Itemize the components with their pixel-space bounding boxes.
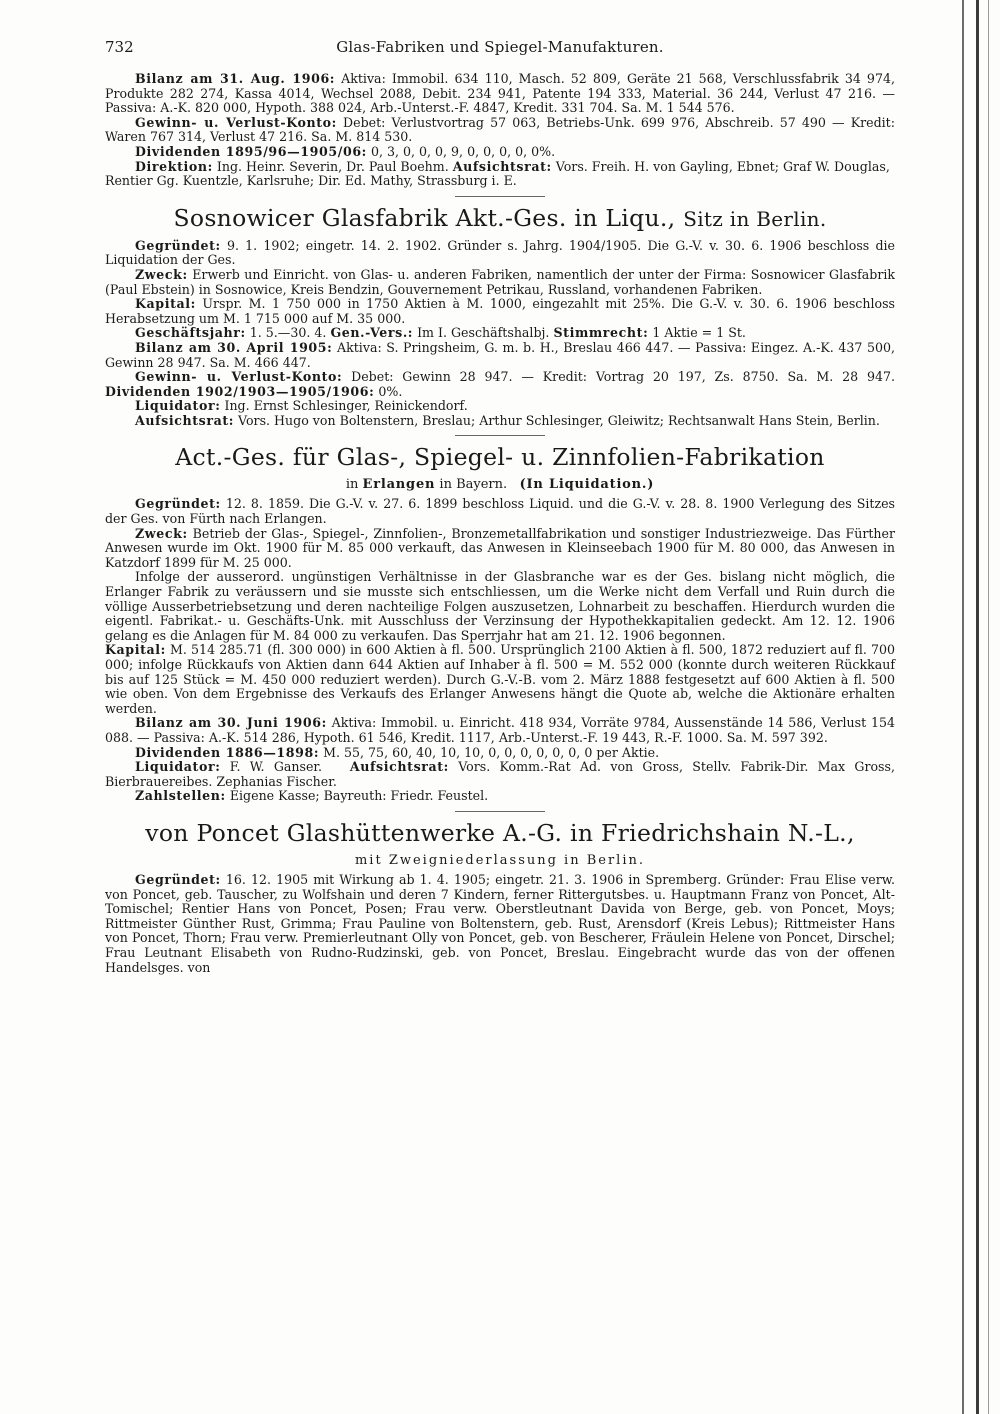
liquidator-entry <box>105 760 895 789</box>
bilanz-text: Aktiva: Immobil. 634 110, Masch. 52 809, Geräte 21 568, Verschlussfabrik 34 974, Produkte 282 274, Kassa 4014, Wechsel 2088, Debit. 234 941, Patente 194 333, Material. 36 244, Verlust 47 216. — Passiva: A.-K. 820 000, Hypoth. 388 024, Arb.-Unterst.-F. 4847, Kredit. 331 704. Sa. M. 1 544 576. <box>105 71 895 116</box>
kapital-text: M. 514 285.71 (fl. 300 000) in 600 Aktien à fl. 500. Ursprünglich 2100 Aktien à fl. 500, 1872 reduziert auf fl. 700 000; infolge Rückkaufs von Aktien dann 644 Aktien auf Inhaber à fl. 500 = M. 552 000 (konnte durch weiteren Rückkauf bis auf 125 Stück = M. 450 000 reduziert werden). Durch G.-V.-B. vom 2. März 1888 festgesetzt auf 600 Aktien à fl. 500 wie oben. Von dem Ergebnisse des Verkaufs des Erlanger Anwesens hängt die Quote ab, welche die Aktionäre erhalten werden. <box>105 642 895 716</box>
section-title <box>105 204 895 233</box>
liquidator-text: F. W. Ganser. <box>229 759 323 775</box>
zweck-label: Zweck: <box>135 525 188 541</box>
dividenden-entry <box>105 746 895 761</box>
dividenden-label: Dividenden 1895/96—1905/06: <box>135 143 367 159</box>
bilanz-entry <box>105 716 895 745</box>
direktion-entry <box>105 160 895 189</box>
zweck-paragraph: Infolge der ausserord. ungünstigen Verhältnisse in der Glasbranche war es der Ges. bislang nicht möglich, die Erlanger Fabrik zu veräussern und sie musste sich entschliessen, um die Werke nicht dem Verfall und Ruin durch die völlige Ausserbetriebsetzung und deren nachteilige Folgen auszusetzen, Lohnarbeit zu beschaffen. Hierdurch wurden die eigentl. Fabrikat.- u. Geschäfts-Unk. mit Ausschluss der Verzinsung der Hypothekkapitalien gedeckt. Am 12. 12. 1906 gelang es die Anlagen für M. 84 000 zu verkaufen. Das Sperrjahr hat am 21. 12. 1906 begonnen. <box>105 569 895 643</box>
gegruendet-entry <box>105 873 895 975</box>
zweck-text: Erwerb und Einricht. von Glas- u. anderen Fabriken, namentlich der unter der Firma: Sosnowicer Glasfabrik (Paul Ebstein) in Sosnowice, Kreis Bendzin, Gouvernement Petrikau, Russland, vorhandenen Fabriken. <box>105 266 895 297</box>
stimmrecht-text: 1 Aktie = 1 St. <box>652 325 746 341</box>
subtitle-place: Erlangen <box>362 477 436 493</box>
subtitle-region: in Bayern. <box>439 477 508 493</box>
liquidator-text: Ing. Ernst Schlesinger, Reinickendorf. <box>224 398 468 414</box>
aufsichtsrat-text: Vors. Hugo von Boltenstern, Breslau; Arthur Schlesinger, Gleiwitz; Rechtsanwalt Hans Stein, Berlin. <box>238 412 880 428</box>
direktion-text: Ing. Heinr. Severin, Dr. Paul Boehm. <box>216 158 449 174</box>
gewinn-entry <box>105 116 895 145</box>
bilanz-label: Bilanz am 30. Juni 1906: <box>135 715 327 731</box>
gegruendet-entry <box>105 239 895 268</box>
geschaeftsjahr-text: 1. 5.—30. 4. <box>249 325 327 341</box>
zahlstellen-text: Eigene Kasse; Bayreuth: Friedr. Feustel. <box>229 788 489 804</box>
kapital-text: Urspr. M. 1 750 000 in 1750 Aktien à M. 1000, eingezahlt mit 25%. Die G.-V. v. 30. 6. 1906 beschloss Herabsetzung um M. 1 715 000 auf M. 35 000. <box>105 296 895 326</box>
bilanz-entry <box>105 341 895 370</box>
zweck-entry <box>105 268 895 297</box>
section-title: von Poncet Glashüttenwerke A.-G. in Friedrichshain N.-L., <box>145 818 855 847</box>
gegruendet-text: 12. 8. 1859. Die G.-V. v. 27. 6. 1899 beschloss Liquid. und die G.-V. v. 28. 8. 1900 Verlegung des Sitzes der Ges. von Fürth nach Erlangen. <box>105 496 895 527</box>
gegruendet-label: Gegründet: <box>135 237 221 253</box>
section-sosnowicer <box>105 204 895 429</box>
dividenden-label: Dividenden 1886—1898: <box>135 744 320 760</box>
dividenden-label: Dividenden 1902/1903—1905/1906: <box>105 383 375 399</box>
geschaeftsjahr-entry <box>105 326 895 341</box>
running-title: Glas-Fabriken und Spiegel-Manufakturen. <box>336 38 664 56</box>
zahlstellen-entry <box>105 789 895 804</box>
gegruendet-label: Gegründet: <box>135 496 221 512</box>
aufsichtsrat-label: Aufsichtsrat: <box>452 158 552 174</box>
liquidator-entry <box>105 399 895 414</box>
zweck-text: Betrieb der Glas-, Spiegel-, Zinnfolien-, Bronzemetallfabrikation und sonstiger Industriezweige. Das Fürther Anwesen wurde im Okt. 1900 für M. 85 000 verkauft, das Anwesen in Kleinseebach 1900 für M. 80 000, das Anwesen in Katzdorf 1899 für M. 25 000. <box>105 525 895 570</box>
aufsichtsrat-label: Aufsichtsrat: <box>349 759 449 775</box>
kapital-entry <box>105 297 895 326</box>
section-subtitle: mit Zweigniederlassung in Berlin. <box>354 852 646 868</box>
kapital-label: Kapital: <box>135 296 196 312</box>
section-poncet <box>105 819 895 975</box>
aufsichtsrat-entry <box>105 414 895 429</box>
gegruendet-label: Gegründet: <box>135 871 221 887</box>
gewinn-text: Debet: Verlustvortrag 57 063, Betriebs-Unk. 699 976, Abschreib. 57 490 — Kredit: Waren 767 314, Verlust 47 216. Sa. M. 814 530. <box>105 114 895 145</box>
subtitle-liquidation: (In Liquidation.) <box>519 477 655 493</box>
geschaeftsjahr-label: Geschäftsjahr: <box>135 325 246 341</box>
gewinn-text: Debet: Gewinn 28 947. — Kredit: Vortrag 20 197, Zs. 8750. Sa. M. 28 947. <box>351 369 895 385</box>
document-page <box>105 38 895 975</box>
section-subtitle <box>105 477 895 493</box>
gegruendet-text: 9. 1. 1902; eingetr. 14. 2. 1902. Gründer s. Jahrg. 1904/1905. Die G.-V. v. 30. 6. 1906 beschloss die Liquidation der Ges. <box>105 237 895 268</box>
section-continuation <box>105 72 895 189</box>
gegruendet-entry <box>105 497 895 526</box>
page-header <box>105 38 895 66</box>
zahlstellen-label: Zahlstellen: <box>135 788 226 804</box>
gewinn-label: Gewinn- u. Verlust-Konto: <box>135 369 343 385</box>
dividenden-text: 0%. <box>378 383 403 399</box>
liquidator-label: Liquidator: <box>135 398 221 414</box>
gewinn-label: Gewinn- u. Verlust-Konto: <box>135 114 337 130</box>
aufsichtsrat-text: Vors. Freih. H. von Gayling, Ebnet; Graf W. Douglas, Rentier Gg. Kuentzle, Karlsruhe; Dir. Ed. Mathy, Strassburg i. E. <box>105 158 890 189</box>
gewinn-entry <box>105 370 895 399</box>
section-divider <box>455 811 545 812</box>
bilanz-label: Bilanz am 31. Aug. 1906: <box>135 71 336 86</box>
zweck-entry <box>105 527 895 571</box>
aufsichtsrat-text: Vors. Komm.-Rat Ad. von Gross, Stellv. Fabrik-Dir. Max Gross, Bierbrauereibes. Zephanias Fischer. <box>105 759 895 789</box>
kapital-label: Kapital: <box>105 642 166 658</box>
bilanz-text: Aktiva: Immobil. u. Einricht. 418 934, Vorräte 9784, Aussenstände 14 586, Verlust 154 088. — Passiva: A.-K. 514 286, Hypoth. 61 546, Kredit. 1117, Arb.-Unterst.-F. 19 443, R.-F. 1000. Sa. M. 597 392. <box>105 715 895 745</box>
dividenden-text: 0, 3, 0, 0, 0, 9, 0, 0, 0, 0, 0%. <box>370 143 556 159</box>
bilanz-label: Bilanz am 30. April 1905: <box>135 339 333 355</box>
direktion-label: Direktion: <box>135 158 213 174</box>
title-sub: Sitz in Berlin. <box>683 206 827 231</box>
subtitle-in: in <box>345 477 359 493</box>
section-divider <box>455 435 545 436</box>
dividenden-text: M. 55, 75, 60, 40, 10, 10, 0, 0, 0, 0, 0, 0, 0 per Aktie. <box>323 744 660 760</box>
section-divider <box>455 196 545 197</box>
dividenden-entry <box>105 145 895 160</box>
title-main: Sosnowicer Glasfabrik Akt.-Ges. in Liqu., <box>173 203 676 232</box>
section-title: Act.-Ges. für Glas-, Spiegel- u. Zinnfolien-Fabrikation <box>175 443 825 472</box>
bilanz-text: Aktiva: S. Pringsheim, G. m. b. H., Breslau 466 447. — Passiva: Eingez. A.-K. 437 500, Gewinn 28 947. Sa. M. 466 447. <box>105 339 895 370</box>
zweck-label: Zweck: <box>135 266 188 282</box>
section-erlangen <box>105 443 895 803</box>
kapital-entry <box>105 643 895 716</box>
book-spine-edge <box>954 0 1000 1414</box>
aufsichtsrat-label: Aufsichtsrat: <box>135 412 235 428</box>
gegruendet-text: 16. 12. 1905 mit Wirkung ab 1. 4. 1905; eingetr. 21. 3. 1906 in Spremberg. Gründer: Frau Elise verw. von Poncet, geb. Tauscher, zu Wolfshain und deren 7 Kindern, ferner Rittergutsbes. u. Hauptmann Franz von Poncet, Alt-Tomischel; Rentier Hans von Poncet, Posen; Frau verw. Oberstleutnant Davida von Berge, geb. von Poncet, Moys; Rittmeister Günther Rust, Grimma; Frau Pauline von Boltenstern, geb. Rust, Arensdorf (Kreis Lebus); Rittmeister Hans von Poncet, Thorn; Frau verw. Premierleutnant Olly von Poncet, geb. von Bescherer, Fräulein Helene von Poncet, Dirschel; Frau Leutnant Elisabeth von Rudno-Rudzinski, geb. von Poncet, Breslau. Eingebracht wurde das von der offenen Handelsges. von <box>105 871 896 975</box>
stimmrecht-label: Stimmrecht: <box>553 325 649 341</box>
liquidator-label: Liquidator: <box>135 759 221 775</box>
genvers-text: Im I. Geschäftshalbj. <box>417 325 550 341</box>
genvers-label: Gen.-Vers.: <box>330 325 414 341</box>
bilanz-entry <box>105 72 895 116</box>
page-number: 732 <box>105 38 134 56</box>
